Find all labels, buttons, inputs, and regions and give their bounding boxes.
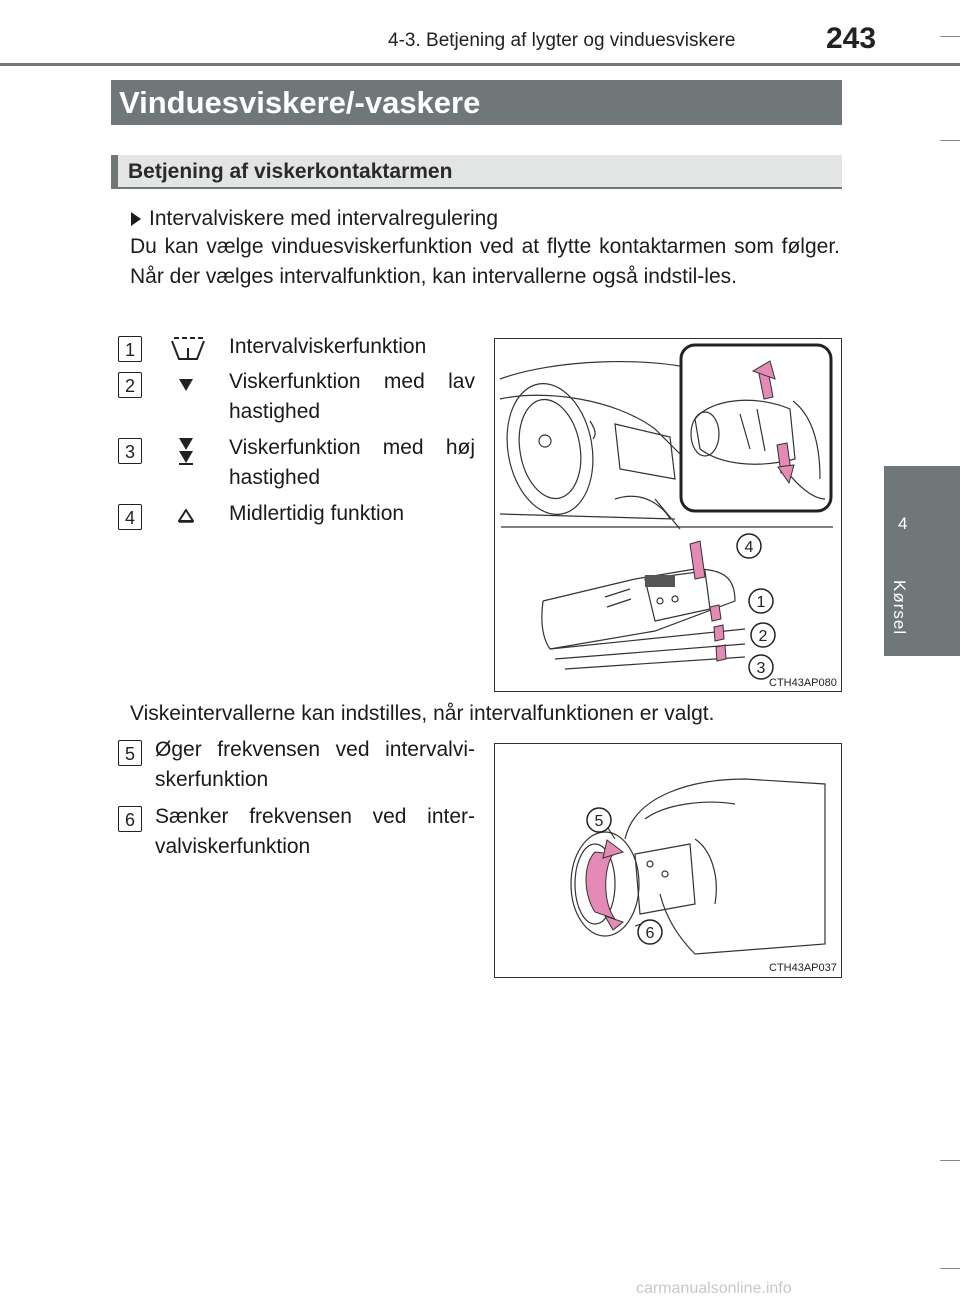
mode-text-3: Viskerfunktion med høj hastighed (229, 436, 475, 489)
mode-number-3: 3 (118, 438, 142, 464)
intro-paragraph: Du kan vælge vinduesviskerfunktion ved at flytte kontaktarmen som følger. Når der vælges intervalfunktion, kan intervallerne også indstil-les. (130, 235, 840, 288)
wiper-lever-illustration (495, 339, 840, 690)
figure1-callout-2: 2 (758, 628, 768, 645)
interval-number-6: 6 (118, 806, 142, 832)
interval-text-6: Sænker frekvensen ved inter-valviskerfunktion (155, 805, 475, 858)
mode-number-2: 2 (118, 372, 142, 398)
interval-text-5: Øger frekvensen ved intervalvi-skerfunktion (155, 738, 475, 791)
figure1-callout-1: 1 (756, 594, 766, 611)
mode-text-4: Midlertidig funktion (229, 502, 405, 525)
crop-mark (940, 140, 960, 141)
single-down-arrow-icon (178, 378, 194, 392)
watermark-link[interactable]: carmanualsonline.info (636, 1280, 792, 1297)
figure1-callout-4: 4 (744, 539, 754, 556)
bullet-heading-text: Intervalviskere med intervalregulering (149, 207, 498, 230)
triangle-bullet-icon (131, 212, 141, 226)
mode-text-2: Viskerfunktion med lav hastighed (229, 370, 475, 423)
figure-interval-ring (494, 743, 842, 978)
bullet-heading (131, 204, 498, 234)
mode-text-1: Intervalviskerfunktion (229, 335, 427, 358)
crop-mark (940, 1160, 960, 1161)
figure2-callout-6: 6 (645, 925, 655, 942)
intermittent-wiper-icon (170, 336, 206, 362)
running-head: 4-3. Betjening af lygter og vinduesviskere (388, 30, 736, 51)
subsection-accent (111, 155, 118, 189)
mode-number-1: 1 (118, 336, 142, 362)
interval-ring-illustration (495, 744, 840, 976)
page-number: 243 (826, 22, 877, 55)
figure1-code: CTH43AP080 (769, 677, 837, 689)
section-title: Vinduesviskere/-vaskere (111, 80, 842, 125)
chapter-label: Kørsel (890, 580, 909, 636)
double-down-arrow-icon (178, 437, 194, 465)
interval-note: Viskeintervallerne kan indstilles, når intervalfunktionen er valgt. (130, 702, 715, 725)
up-chevron-icon (178, 509, 194, 523)
chapter-number: 4 (898, 514, 908, 533)
crop-mark (940, 1268, 960, 1269)
figure2-code: CTH43AP037 (769, 962, 837, 974)
subsection-title: Betjening af viskerkontaktarmen (128, 160, 453, 183)
interval-number-5: 5 (118, 740, 142, 766)
mode-number-4: 4 (118, 504, 142, 530)
header-rule (0, 63, 960, 66)
figure1-callout-3: 3 (756, 660, 766, 677)
crop-mark (940, 36, 960, 37)
figure2-callout-5: 5 (594, 813, 604, 830)
figure-wiper-lever-positions (494, 338, 842, 692)
